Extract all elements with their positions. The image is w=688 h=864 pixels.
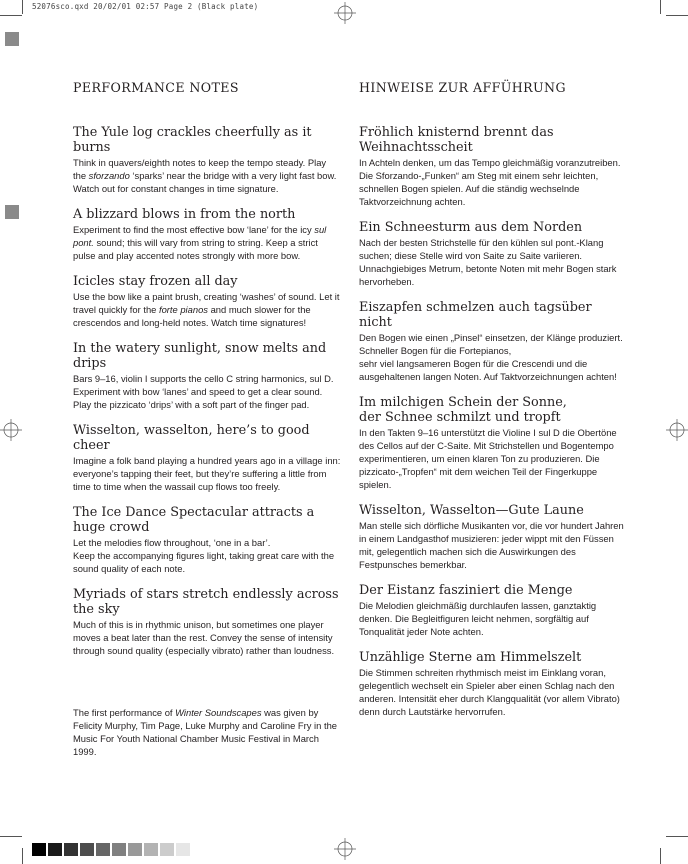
- section-body: Much of this is in rhythmic unison, but sometimes one player moves a beat later than the rest. Convey the sense of intensity through sound quality (especially vibrato) rather than loudness.: [73, 619, 335, 656]
- german-column: [359, 80, 627, 730]
- crop-mark: [0, 836, 22, 837]
- german-section: [359, 300, 627, 383]
- crop-mark: [0, 15, 22, 16]
- section-title: Fröhlich knisternd brennt das Weihnachtsscheit: [359, 125, 554, 155]
- section-title: Icicles stay frozen all day: [73, 274, 238, 289]
- registration-mark-icon: [334, 2, 356, 24]
- registration-mark-icon: [666, 419, 688, 441]
- registration-mark-icon: [334, 838, 356, 860]
- german-section: [359, 650, 627, 718]
- section-body: Imagine a folk band playing a hundred years ago in a village inn: everyone’s tapping their feet, but they’re suffering a little from time to time when the wassail cup flows too freely.: [73, 455, 341, 492]
- section-body: Die Stimmen schreiten rhythmisch meist im Einklang voran, gelegentlich wechselt ein Spieler aber einen Schlag nach den anderen. Intensität eher durch Klangqualität (vor allem Vibrato) denn durch Lautstärke hervorrufen.: [359, 667, 620, 717]
- section-title: Der Eistanz fasziniert die Menge: [359, 583, 573, 598]
- section-title: Unzählige Sterne am Himmelszelt: [359, 650, 582, 665]
- english-column: [73, 80, 341, 669]
- section-body: Man stelle sich dörfliche Musikanten vor, die vor hundert Jahren in einem Landgasthof musizieren: jeder wippt mit den Füssen mit, gelegentlich machen sich die Auswirkungen des Festpunsches bemerkbar.: [359, 520, 624, 570]
- section-title: Eiszapfen schmelzen auch tagsüber nicht: [359, 300, 592, 330]
- crop-mark: [660, 0, 661, 14]
- english-section: [73, 341, 341, 411]
- german-heading: HINWEISE ZUR AFFÜHRUNG: [359, 80, 566, 95]
- tone-control-strip: [32, 843, 192, 856]
- english-section: [73, 207, 341, 262]
- section-body: Let the melodies flow throughout, ‘one in a bar’. Keep the accompanying figures light, taking great care with the sound quality of each note.: [73, 537, 335, 574]
- registration-mark-icon: [0, 419, 22, 441]
- german-section: [359, 125, 627, 208]
- section-body: In Achteln denken, um das Tempo gleichmäßig voranzutreiben. Die Sforzando-„Funken“ am Steg mit einem sehr leichten, schnellen Bogen spielen. Auf die ständig wechselnde Taktvorzeichnung achten.: [359, 157, 621, 207]
- tone-bar: [48, 843, 62, 856]
- tone-bar: [160, 843, 174, 856]
- section-title: The Yule log crackles cheerfully as it burns: [73, 125, 312, 155]
- section-title: In the watery sunlight, snow melts and drips: [73, 341, 327, 371]
- section-title: Wisselton, wasselton, here’s to good cheer: [73, 423, 310, 453]
- printer-slug: 52076sco.qxd 20/02/01 02:57 Page 2 (Black plate): [32, 2, 259, 11]
- section-title: Myriads of stars stretch endlessly across the sky: [73, 587, 339, 617]
- section-body: Think in quavers/eighth notes to keep the tempo steady. Play the sforzando ‘sparks’ near the bridge with a very light fast bow. Watch out for constant changes in time signature.: [73, 157, 337, 194]
- german-section: [359, 220, 627, 288]
- section-title: The Ice Dance Spectacular attracts a huge crowd: [73, 505, 315, 535]
- section-body: Nach der besten Strichstelle für den kühlen sul pont.-Klang suchen; diese Stelle wird von Saite zu Saite variieren. Unnachgiebiges Metrum, betonte Noten mit mehr Bogen stark hervorheben.: [359, 237, 617, 287]
- section-body: Den Bogen wie einen „Pinsel“ einsetzen, der Klänge produziert. Schneller Bogen für die Fortepianos, sehr viel langsameren Bogen für die Crescendi und die ausgehaltenen langen Noten. Auf Taktvorzeichnungen achten!: [359, 332, 623, 382]
- section-body: Die Melodien gleichmäßig durchlaufen lassen, ganztaktig denken. Die Begleitfiguren leicht nehmen, sorgfältig auf Tonqualität jeder Note achten.: [359, 600, 597, 637]
- first-performance-credits: The first performance of Winter Soundscapes was given by Felicity Murphy, Tim Page, Luke Murphy and Caroline Fry in the Music For Youth National Chamber Music Festival in March 1999.: [73, 707, 337, 758]
- tone-bar: [144, 843, 158, 856]
- crop-mark: [22, 848, 23, 864]
- crop-mark: [660, 848, 661, 864]
- section-title: Wisselton, Wasselton—Gute Laune: [359, 503, 584, 518]
- german-section: [359, 583, 627, 638]
- section-title: Ein Schneesturm aus dem Norden: [359, 220, 583, 235]
- tone-bar: [128, 843, 142, 856]
- english-section: [73, 505, 341, 575]
- german-section: [359, 395, 627, 491]
- section-body: Use the bow like a paint brush, creating ‘washes’ of sound. Let it travel quickly for the forte pianos and much slower for the crescendos and long-held notes. Watch time signatures!: [73, 291, 340, 328]
- crop-mark: [22, 0, 23, 14]
- crop-mark: [666, 15, 688, 16]
- tone-bar: [64, 843, 78, 856]
- tone-bar: [32, 843, 46, 856]
- color-patch: [5, 32, 19, 46]
- section-title: Im milchigen Schein der Sonne, der Schnee schmilzt und tropft: [359, 395, 567, 425]
- tone-bar: [80, 843, 94, 856]
- english-section: [73, 125, 341, 195]
- tone-bar: [96, 843, 110, 856]
- section-title: A blizzard blows in from the north: [73, 207, 296, 222]
- english-section: [73, 587, 341, 657]
- german-section: [359, 503, 627, 571]
- english-section: [73, 423, 341, 493]
- tone-bar: [176, 843, 190, 856]
- crop-mark: [666, 836, 688, 837]
- tone-bar: [112, 843, 126, 856]
- color-patch: [5, 205, 19, 219]
- section-body: Experiment to find the most effective bow ‘lane’ for the icy sul pont. sound; this will vary from string to string. Keep a strict pulse and play accented notes strongly with more bow.: [73, 224, 327, 261]
- section-body: Bars 9–16, violin I supports the cello C string harmonics, sul D. Experiment with bow ‘lanes’ and speed to get a clear sound. Play the pizzicato ‘drips’ with a soft part of the finger pad.: [73, 373, 334, 410]
- english-heading: PERFORMANCE NOTES: [73, 80, 239, 95]
- section-body: In den Takten 9–16 unterstützt die Violine I sul D die Obertöne des Cellos auf der C-Saite. Mit Strichstellen und Bogentempo experimentieren, um einen klaren Ton zu produzieren. Die pizzicato-„Tropfen“ mit dem weichen Teil der Fingerkuppe spielen.: [359, 427, 617, 490]
- english-section: [73, 274, 341, 329]
